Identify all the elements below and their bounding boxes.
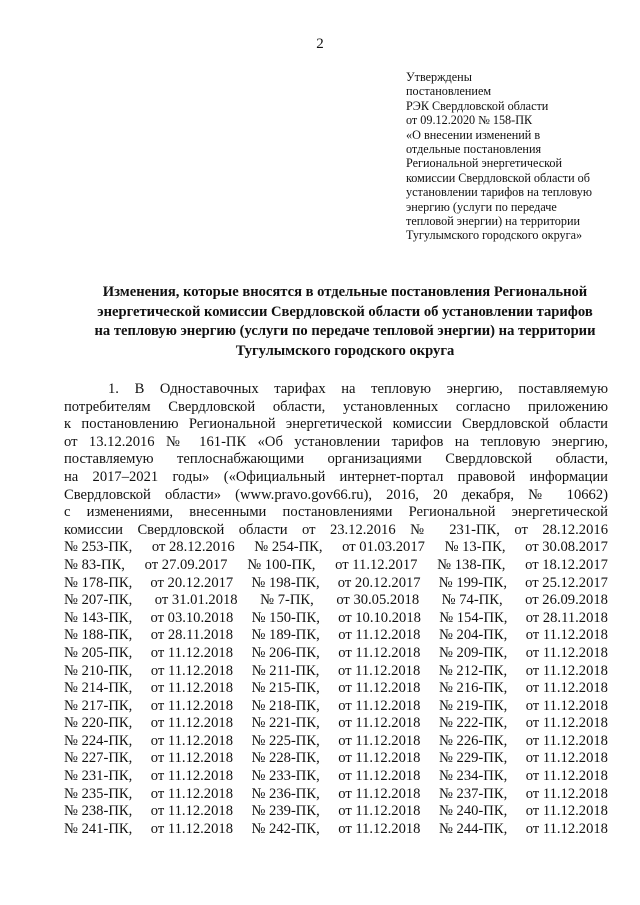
resolution-number: № 206-ПК,: [251, 644, 320, 661]
resolution-row: [64, 803, 608, 821]
resolution-row: [64, 610, 608, 628]
title-line: на тепловую энергию (услуги по передаче тепловой энергии) на территории: [94, 323, 596, 339]
approval-block: [406, 70, 616, 243]
resolution-number: № 209-ПК,: [438, 644, 508, 661]
resolution-date: от 10.10.2018: [338, 609, 421, 626]
approval-line: «О внесении изменений в: [406, 127, 541, 142]
resolution-date: от 11.12.2018: [338, 732, 421, 749]
resolution-number: № 220-ПК,: [64, 715, 133, 732]
paragraph-line: от 13.12.2016 № 161-ПК «Об установлении тарифов на тепловую энергию,: [64, 433, 608, 450]
resolution-number: № 235-ПК,: [64, 785, 133, 802]
resolution-number: № 154-ПК,: [439, 609, 508, 626]
approval-line: от 09.12.2020 № 158-ПК: [406, 113, 533, 128]
resolution-date: от 11.12.2018: [338, 644, 421, 661]
resolution-number: № 231-ПК,: [64, 768, 133, 785]
resolution-number: № 150-ПК,: [251, 609, 320, 626]
title-line: энергетической комиссии Свердловской области об установлении тарифов: [97, 303, 593, 320]
paragraph-line: 1. В Одноставочных тарифах на тепловую энергию, поставляемую: [108, 381, 608, 397]
resolution-date: от 28.12.2016: [151, 539, 235, 556]
resolution-row: [64, 821, 608, 839]
resolution-number: № 188-ПК,: [64, 627, 133, 644]
resolution-number: № 229-ПК,: [438, 750, 508, 767]
resolution-date: от 11.12.2018: [338, 662, 421, 679]
resolution-date: от 11.12.2018: [150, 662, 234, 679]
resolution-number: № 239-ПК,: [251, 803, 320, 820]
paragraph-line: с изменениями, внесенными постановлениями Региональной энергетической: [64, 504, 608, 521]
approval-line: отдельные постановления: [406, 142, 542, 157]
resolution-date: от 11.12.2018: [150, 715, 233, 732]
approval-line: Региональной энергетической: [406, 156, 563, 171]
resolution-number: № 214-ПК,: [64, 680, 133, 697]
resolution-number: № 100-ПК,: [247, 556, 316, 573]
resolution-number: № 226-ПК,: [438, 732, 508, 749]
resolution-date: от 11.12.2018: [150, 768, 233, 785]
resolution-date: от 11.12.2018: [525, 785, 608, 802]
resolution-date: от 11.12.2018: [150, 803, 233, 820]
paragraph-line: на 2017–2021 годы» («Официальный интернет-портал правовой информации: [64, 468, 608, 485]
resolution-number: № 221-ПК,: [251, 715, 320, 732]
paragraph-line: комиссии Свердловской области от 23.12.2016 № 231-ПК, от 28.12.2016: [64, 521, 608, 538]
resolution-number: № 216-ПК,: [438, 680, 508, 697]
resolution-date: от 11.12.2018: [150, 820, 233, 837]
resolution-row: [64, 645, 608, 663]
resolution-number: № 233-ПК,: [251, 768, 320, 785]
resolution-number: № 241-ПК,: [64, 820, 133, 837]
body-paragraph: [64, 381, 608, 838]
resolution-date: от 26.09.2018: [525, 592, 608, 609]
resolution-number: № 225-ПК,: [251, 732, 320, 749]
resolution-date: от 11.12.2018: [525, 750, 608, 767]
resolution-number: № 7-ПК,: [260, 592, 314, 609]
resolution-date: от 11.12.2018: [338, 697, 421, 714]
resolution-date: от 20.12.2017: [337, 574, 421, 591]
approval-line: установлении тарифов на тепловую: [406, 185, 592, 200]
resolution-date: от 31.01.2018: [154, 592, 238, 609]
resolution-number: № 215-ПК,: [251, 680, 320, 697]
resolution-date: от 11.12.2018: [338, 820, 421, 837]
approval-line: Тугулымского городского округа»: [406, 228, 583, 243]
resolution-number: № 244-ПК,: [438, 820, 508, 837]
resolution-number: № 189-ПК,: [251, 627, 320, 644]
paragraph-line: потребителям Свердловской области, установленных согласно приложению: [64, 398, 608, 415]
approval-line: комиссии Свердловской области об: [406, 170, 590, 185]
resolution-number: № 240-ПК,: [438, 803, 508, 820]
resolution-number: № 234-ПК,: [438, 768, 508, 785]
resolution-number: № 138-ПК,: [437, 556, 506, 573]
resolution-date: от 11.12.2018: [150, 644, 233, 661]
resolution-row: [64, 786, 608, 804]
resolutions-list: [64, 539, 608, 838]
resolution-row: [64, 733, 608, 751]
resolution-date: от 11.12.2018: [525, 715, 608, 732]
resolution-date: от 03.10.2018: [150, 609, 234, 626]
resolution-number: № 222-ПК,: [438, 715, 508, 732]
resolution-number: № 74-ПК,: [441, 592, 503, 609]
resolution-number: № 219-ПК,: [438, 697, 508, 714]
resolution-number: № 218-ПК,: [251, 697, 320, 714]
resolution-number: № 253-ПК,: [64, 539, 133, 556]
resolution-date: от 30.08.2017: [525, 539, 608, 556]
title-line: Тугулымского городского округа: [235, 342, 455, 359]
approval-line: РЭК Свердловской области: [406, 98, 549, 113]
resolution-date: от 11.12.2018: [525, 680, 608, 697]
resolution-date: от 27.09.2017: [144, 556, 228, 573]
resolution-date: от 11.12.2018: [525, 662, 608, 679]
resolution-number: № 83-ПК,: [64, 556, 125, 573]
resolution-date: от 11.12.2018: [338, 715, 421, 732]
resolution-date: от 11.12.2018: [525, 732, 608, 749]
resolution-date: от 25.12.2017: [525, 574, 608, 591]
document-title: [60, 283, 630, 361]
resolution-date: от 11.12.2018: [525, 768, 608, 785]
resolution-row: [64, 768, 608, 786]
resolution-number: № 228-ПК,: [251, 750, 320, 767]
resolution-row: [64, 539, 608, 557]
resolution-number: № 227-ПК,: [64, 750, 133, 767]
resolution-date: от 18.12.2017: [525, 556, 608, 573]
resolution-date: от 11.12.2018: [150, 732, 233, 749]
resolution-row: [64, 592, 608, 610]
paragraph-line: поставляемую теплоснабжающими организациями Свердловской области,: [64, 451, 608, 468]
resolution-date: от 11.12.2018: [150, 697, 233, 714]
resolution-number: № 237-ПК,: [438, 785, 508, 802]
resolution-date: от 11.12.2018: [338, 803, 421, 820]
resolution-date: от 11.12.2018: [338, 768, 421, 785]
page-number: 2: [316, 36, 324, 52]
approval-line: тепловой энергии) на территории: [406, 214, 580, 229]
resolution-date: от 11.12.2018: [338, 750, 421, 767]
resolution-date: от 20.12.2017: [150, 574, 234, 591]
resolution-number: № 224-ПК,: [64, 732, 133, 749]
resolution-date: от 11.12.2018: [525, 627, 608, 644]
resolution-number: № 207-ПК,: [64, 592, 133, 609]
resolution-number: № 178-ПК,: [64, 574, 133, 591]
resolution-date: от 11.12.2018: [150, 680, 233, 697]
resolution-number: № 198-ПК,: [251, 574, 320, 591]
resolution-date: от 11.12.2018: [338, 785, 421, 802]
resolution-row: [64, 680, 608, 698]
resolution-row: [64, 715, 608, 733]
resolution-date: от 11.12.2018: [525, 644, 608, 661]
paragraph-line: к постановлению Региональной энергетической комиссии Свердловской области: [64, 416, 608, 433]
resolution-row: [64, 627, 608, 645]
resolution-number: № 211-ПК,: [251, 662, 320, 679]
resolution-number: № 13-ПК,: [444, 539, 506, 556]
resolution-row: [64, 663, 608, 681]
resolution-row: [64, 575, 608, 593]
resolution-number: № 217-ПК,: [64, 697, 133, 714]
resolution-number: № 212-ПК,: [438, 662, 508, 679]
resolution-date: от 11.12.2018: [150, 750, 233, 767]
approval-line: постановлением: [406, 84, 492, 99]
resolution-date: от 11.12.2018: [525, 697, 608, 714]
resolution-date: от 11.12.2018: [150, 785, 233, 802]
resolution-date: от 11.12.2018: [525, 803, 608, 820]
resolution-number: № 236-ПК,: [251, 785, 320, 802]
approval-line: энергию (услуги по передаче: [406, 199, 557, 214]
resolution-number: № 143-ПК,: [64, 609, 133, 626]
resolution-number: № 242-ПК,: [251, 820, 320, 837]
resolution-number: № 199-ПК,: [438, 574, 507, 591]
resolution-number: № 254-ПК,: [254, 539, 323, 556]
resolution-date: от 11.12.2018: [338, 680, 421, 697]
resolution-number: № 205-ПК,: [64, 644, 133, 661]
resolution-number: № 210-ПК,: [64, 662, 133, 679]
resolution-row: [64, 750, 608, 768]
resolution-row: [64, 698, 608, 716]
resolution-number: № 238-ПК,: [64, 803, 133, 820]
resolution-date: от 11.12.2017: [335, 556, 418, 573]
approval-line: Утверждены: [406, 70, 472, 84]
resolution-row: [64, 557, 608, 575]
title-line: Изменения, которые вносятся в отдельные постановления Региональной: [102, 284, 588, 300]
resolution-date: от 11.12.2018: [338, 627, 421, 644]
resolution-date: от 11.12.2018: [525, 820, 608, 837]
resolution-date: от 01.03.2017: [342, 539, 425, 556]
paragraph-line: Свердловской области» (www.pravo.gov66.ru), 2016, 20 декабря, № 10662): [64, 486, 608, 503]
resolution-date: от 28.11.2018: [150, 627, 233, 644]
resolution-date: от 30.05.2018: [336, 592, 420, 609]
resolution-number: № 204-ПК,: [438, 627, 508, 644]
resolution-date: от 28.11.2018: [525, 609, 608, 626]
